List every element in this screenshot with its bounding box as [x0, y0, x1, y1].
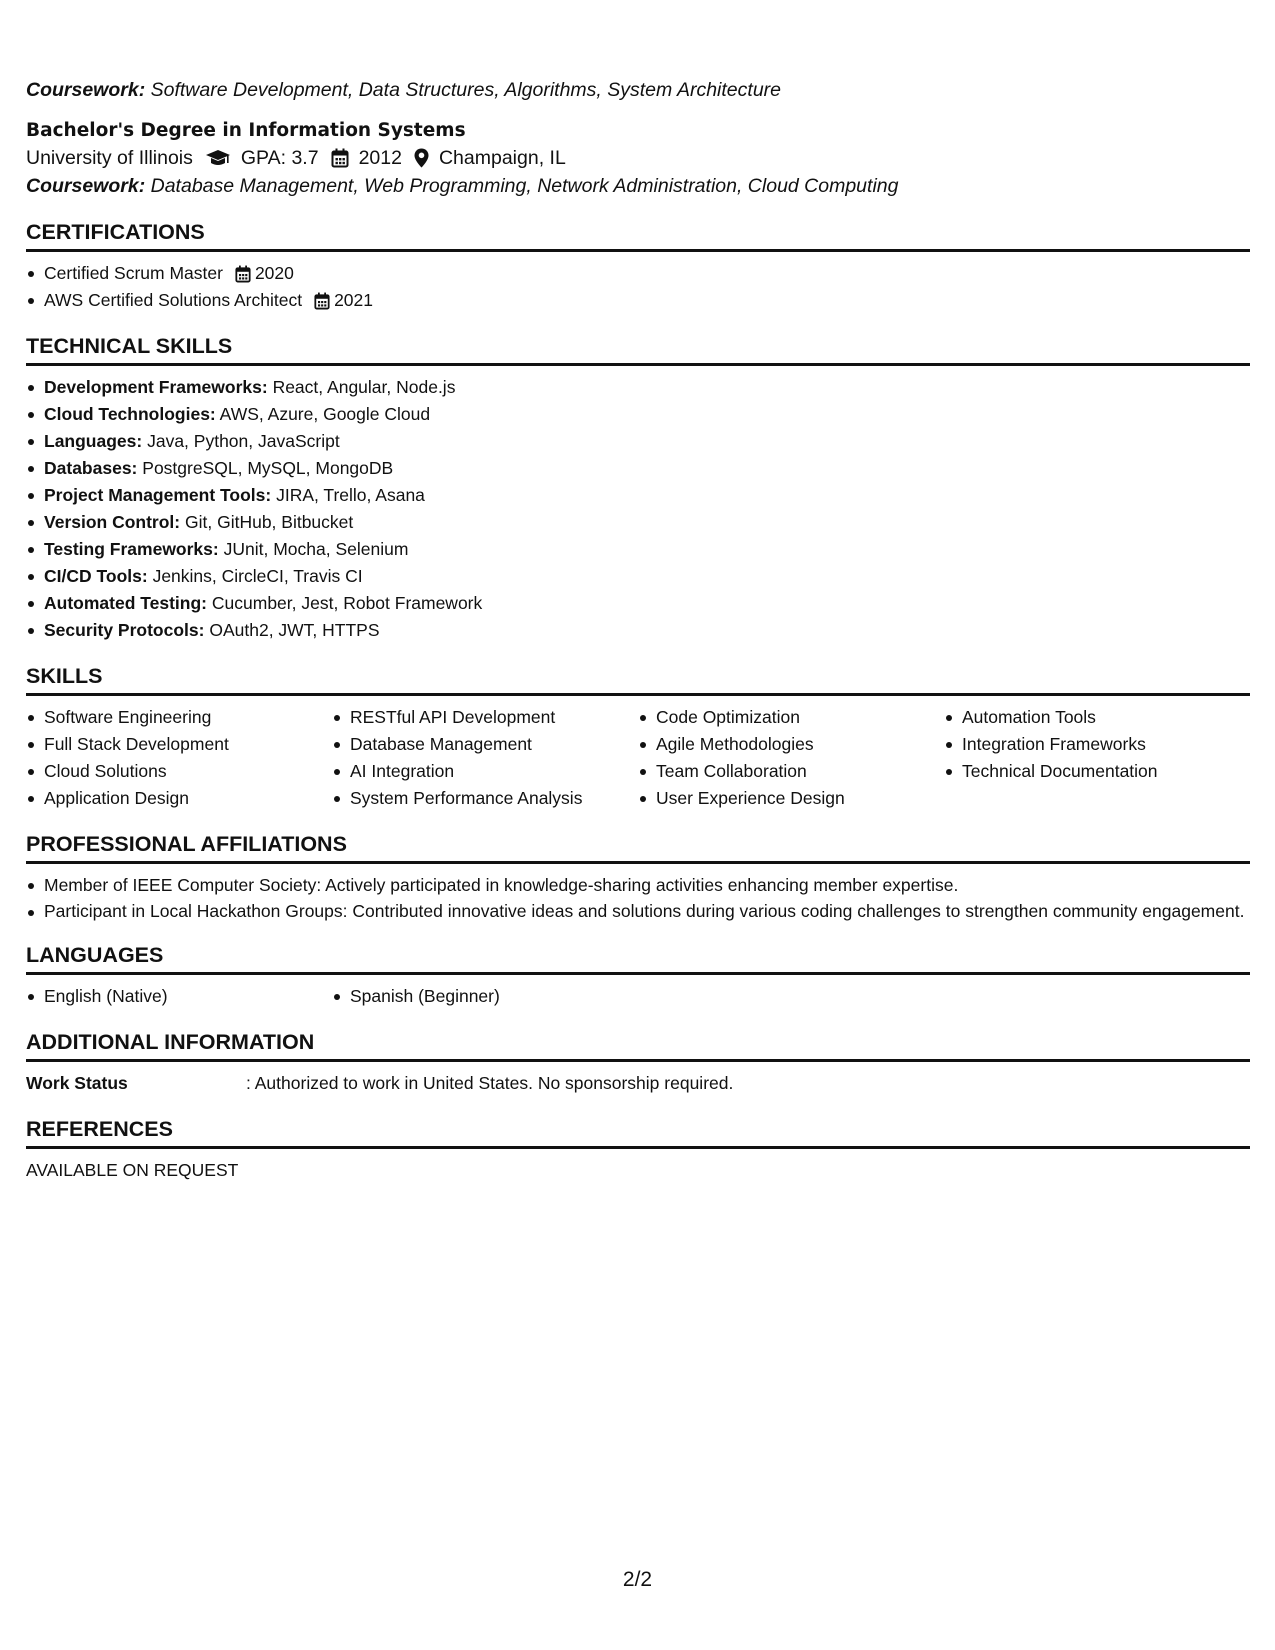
coursework-value: Database Management, Web Programming, Network Administration, Cloud Computing: [150, 175, 899, 197]
list-item: [26, 455, 1250, 482]
coursework-line: [26, 76, 1250, 104]
coursework-value: Software Development, Data Structures, Algorithms, System Architecture: [150, 79, 782, 101]
cert-year: 2021: [334, 290, 374, 310]
languages-columns: [26, 983, 1250, 1010]
skill-category: Testing Frameworks:: [44, 539, 219, 559]
list-item: RESTful API Development: [332, 704, 638, 731]
list-item: AI Integration: [332, 758, 638, 785]
list-item: Integration Frameworks: [944, 731, 1250, 758]
section-title: TECHNICAL SKILLS: [26, 332, 1250, 366]
school-name: University of Illinois: [26, 147, 193, 169]
degree-title: Bachelor's Degree in Information Systems: [26, 120, 466, 141]
list-item: [26, 401, 1250, 428]
list-item: [26, 260, 1250, 287]
list-item: [26, 563, 1250, 590]
work-status-label: Work Status: [26, 1073, 128, 1093]
skill-values: Jenkins, CircleCI, Travis CI: [152, 566, 363, 586]
list-item: Software Engineering: [26, 704, 332, 731]
list-item: Cloud Solutions: [26, 758, 332, 785]
cert-name: Certified Scrum Master: [44, 263, 223, 283]
section-title: REFERENCES: [26, 1115, 1250, 1149]
list-item: [26, 509, 1250, 536]
list-item: Code Optimization: [638, 704, 944, 731]
skill-category: Automated Testing:: [44, 593, 208, 613]
certifications-section: [26, 218, 1250, 314]
calendar-icon: [331, 148, 349, 168]
graduation-year: 2012: [358, 147, 402, 169]
resume-page: [26, 76, 1250, 1184]
languages-column: [332, 983, 638, 1010]
skill-values: JUnit, Mocha, Selenium: [223, 539, 409, 559]
skills-column: [638, 704, 944, 812]
section-title: PROFESSIONAL AFFILIATIONS: [26, 830, 1250, 864]
work-status-row: [26, 1070, 1250, 1097]
calendar-icon: [314, 292, 330, 310]
skill-category: Databases:: [44, 458, 138, 478]
skill-values: Git, GitHub, Bitbucket: [185, 512, 354, 532]
section-title: SKILLS: [26, 662, 1250, 696]
technical-skills-list: [26, 374, 1250, 644]
page-number: 2/2: [622, 1568, 653, 1591]
skill-values: JIRA, Trello, Asana: [276, 485, 425, 505]
references-section: [26, 1115, 1250, 1184]
skill-category: Cloud Technologies:: [44, 404, 216, 424]
list-item: Spanish (Beginner): [332, 983, 638, 1010]
skill-values: PostgreSQL, MySQL, MongoDB: [142, 458, 394, 478]
list-item: Full Stack Development: [26, 731, 332, 758]
gpa: GPA: 3.7: [240, 147, 319, 169]
work-status-value: : Authorized to work in United States. No sponsorship required.: [246, 1073, 734, 1093]
coursework-label: Coursework:: [26, 79, 146, 101]
list-item: [26, 374, 1250, 401]
list-item: User Experience Design: [638, 785, 944, 812]
technical-skills-section: [26, 332, 1250, 644]
coursework-line: [26, 172, 1250, 200]
cert-name: AWS Certified Solutions Architect: [44, 290, 303, 310]
skill-category: Security Protocols:: [44, 620, 205, 640]
skill-values: React, Angular, Node.js: [272, 377, 456, 397]
languages-column: [26, 983, 332, 1010]
list-item: Application Design: [26, 785, 332, 812]
skill-category: CI/CD Tools:: [44, 566, 148, 586]
list-item: [26, 590, 1250, 617]
skills-column: [332, 704, 638, 812]
list-item: English (Native): [26, 983, 332, 1010]
location: Champaign, IL: [438, 147, 566, 169]
list-item: Technical Documentation: [944, 758, 1250, 785]
list-item: Database Management: [332, 731, 638, 758]
additional-info-section: [26, 1028, 1250, 1097]
section-title: CERTIFICATIONS: [26, 218, 1250, 252]
skill-category: Development Frameworks:: [44, 377, 268, 397]
list-item: [26, 287, 1250, 314]
list-item: Agile Methodologies: [638, 731, 944, 758]
list-item: Team Collaboration: [638, 758, 944, 785]
skill-category: Version Control:: [44, 512, 181, 532]
section-title: ADDITIONAL INFORMATION: [26, 1028, 1250, 1062]
skills-column: [26, 704, 332, 812]
affiliations-list: [26, 872, 1250, 923]
list-item: [26, 428, 1250, 455]
list-item: Automation Tools: [944, 704, 1250, 731]
list-item: [26, 617, 1250, 644]
certifications-list: [26, 260, 1250, 314]
skills-section: [26, 662, 1250, 812]
skill-category: Languages:: [44, 431, 143, 451]
list-item: System Performance Analysis: [332, 785, 638, 812]
degree-meta: [26, 144, 1250, 172]
section-title: LANGUAGES: [26, 941, 1250, 975]
map-pin-icon: [414, 148, 429, 168]
list-item: Participant in Local Hackathon Groups: Contributed innovative ideas and solutions during various coding challenges to strengthen community engagement.: [26, 899, 1250, 923]
skills-column: [944, 704, 1250, 812]
coursework-label: Coursework:: [26, 175, 146, 197]
skill-values: Java, Python, JavaScript: [147, 431, 340, 451]
skill-values: OAuth2, JWT, HTTPS: [209, 620, 380, 640]
calendar-icon: [235, 265, 251, 283]
languages-section: [26, 941, 1250, 1010]
skill-category: Project Management Tools:: [44, 485, 272, 505]
affiliations-section: [26, 830, 1250, 923]
references-text: AVAILABLE ON REQUEST: [26, 1160, 239, 1180]
skill-values: AWS, Azure, Google Cloud: [219, 404, 431, 424]
list-item: [26, 482, 1250, 509]
skills-columns: [26, 704, 1250, 812]
skill-values: Cucumber, Jest, Robot Framework: [211, 593, 483, 613]
list-item: [26, 536, 1250, 563]
list-item: Member of IEEE Computer Society: Actively participated in knowledge-sharing activities enhancing member expertise.: [26, 872, 1250, 899]
graduation-cap-icon: [205, 149, 231, 167]
cert-year: 2020: [254, 263, 294, 283]
